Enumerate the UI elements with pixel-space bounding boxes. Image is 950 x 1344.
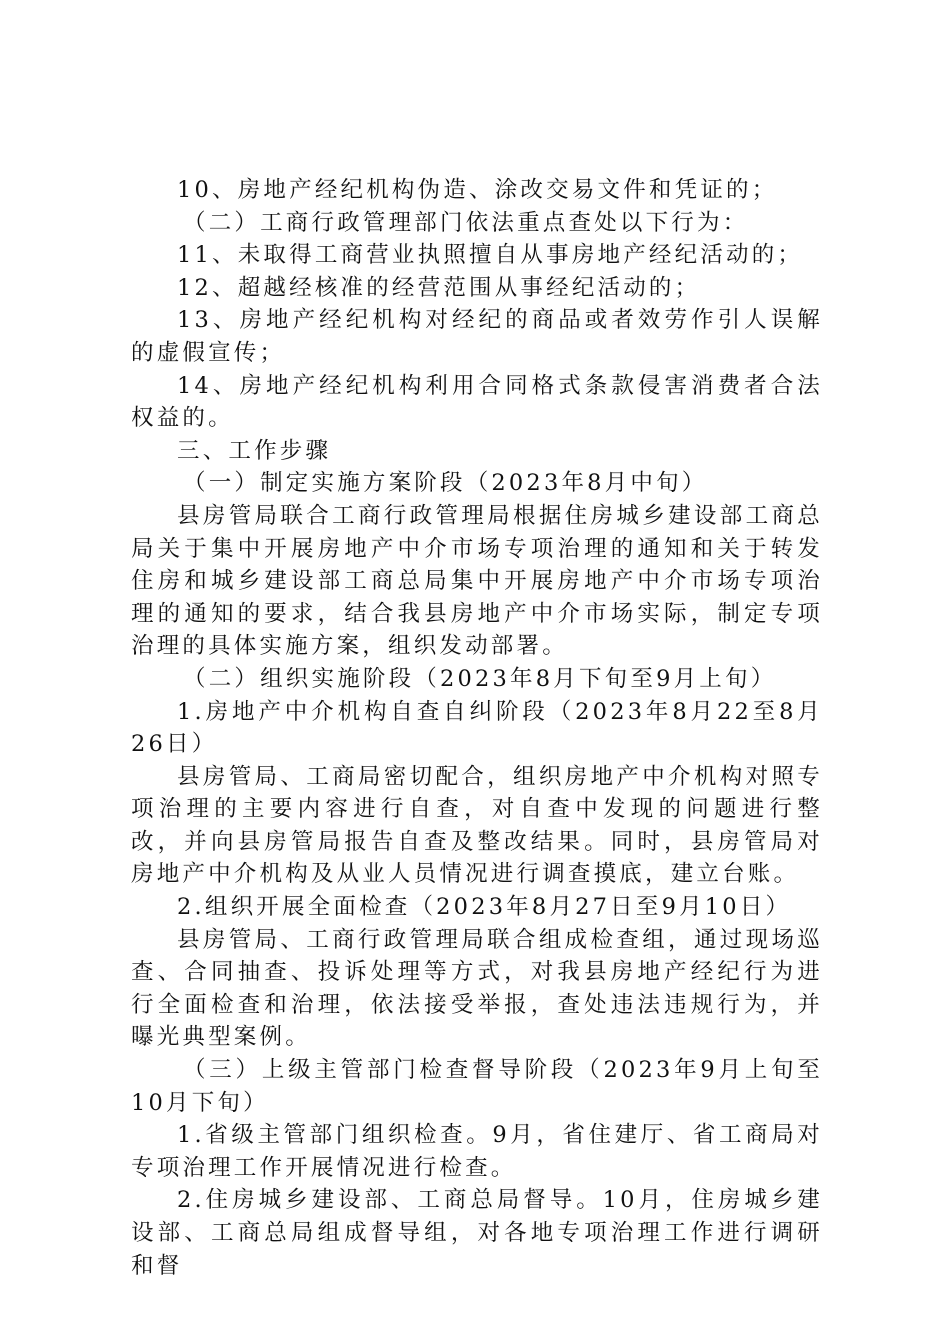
section-heading-business-admin: （二）工商行政管理部门依法重点查处以下行为： [183, 209, 749, 236]
subsection-heading-plan-stage: （一）制定实施方案阶段（2023年8月中旬） [183, 470, 708, 497]
paragraph-item-13: 13、房地产经纪机构对经纪的商品或者效劳作引人误解的虚假宣传； [131, 307, 823, 366]
paragraph-self-inspection-heading: 1.房地产中介机构自查自纠阶段（2023年8月22至8月26日） [131, 698, 823, 758]
paragraph-plan-stage-body: 县房管局联合工商行政管理局根据住房城乡建设部工商总局关于集中开展房地产中介市场专项治理的通知和关于转发住房和城乡建设部工商总局集中开展房地产中介市场专项治理的通知的要求，结合我县房地产中介市场实际，制定专项治理的具体实施方案，组织发动部署。 [131, 502, 823, 660]
paragraph-full-inspection-body: 县房管局、工商行政管理局联合组成检查组，通过现场巡查、合同抽查、投诉处理等方式，对我县房地产经纪行为进行全面检查和治理，依法接受举报，查处违法违规行为，并曝光典型案例。 [131, 926, 823, 1051]
paragraph-provincial-inspection: 1.省级主管部门组织检查。9月，省住建厅、省工商局对专项治理工作开展情况进行检查。 [131, 1122, 823, 1181]
subsection-heading-implementation-stage: （二）组织实施阶段（2023年8月下旬至9月上旬） [183, 665, 777, 692]
paragraph-self-inspection-body: 县房管局、工商局密切配合，组织房地产中介机构对照专项治理的主要内容进行自查，对自查中发现的问题进行整改，并向县房管局报告自查及整改结果。同时，县房管局对房地产中介机构及从业人员情况进行调查摸底，建立台账。 [131, 763, 823, 888]
paragraph-ministry-supervision: 2.住房城乡建设部、工商总局督导。10月，住房城乡建设部、工商总局组成督导组，对各地专项治理工作进行调研和督 [131, 1187, 823, 1279]
paragraph-item-11: 11、未取得工商营业执照擅自从事房地产经纪活动的； [177, 242, 804, 269]
paragraph-item-14: 14、房地产经纪机构利用合同格式条款侵害消费者合法权益的。 [131, 372, 823, 432]
subsection-heading-supervision-stage: （三）上级主管部门检查督导阶段（2023年9月上旬至10月下旬） [131, 1057, 823, 1116]
paragraph-item-10: 10、房地产经纪机构伪造、涂改交易文件和凭证的； [177, 177, 778, 203]
paragraph-full-inspection-heading: 2.组织开展全面检查（2023年8月27日至9月10日） [177, 894, 792, 921]
paragraph-item-12: 12、超越经核准的经营范围从事经纪活动的； [177, 274, 701, 301]
section-heading-work-steps: 三、工作步骤 [177, 437, 332, 464]
document-body [131, 174, 823, 1282]
